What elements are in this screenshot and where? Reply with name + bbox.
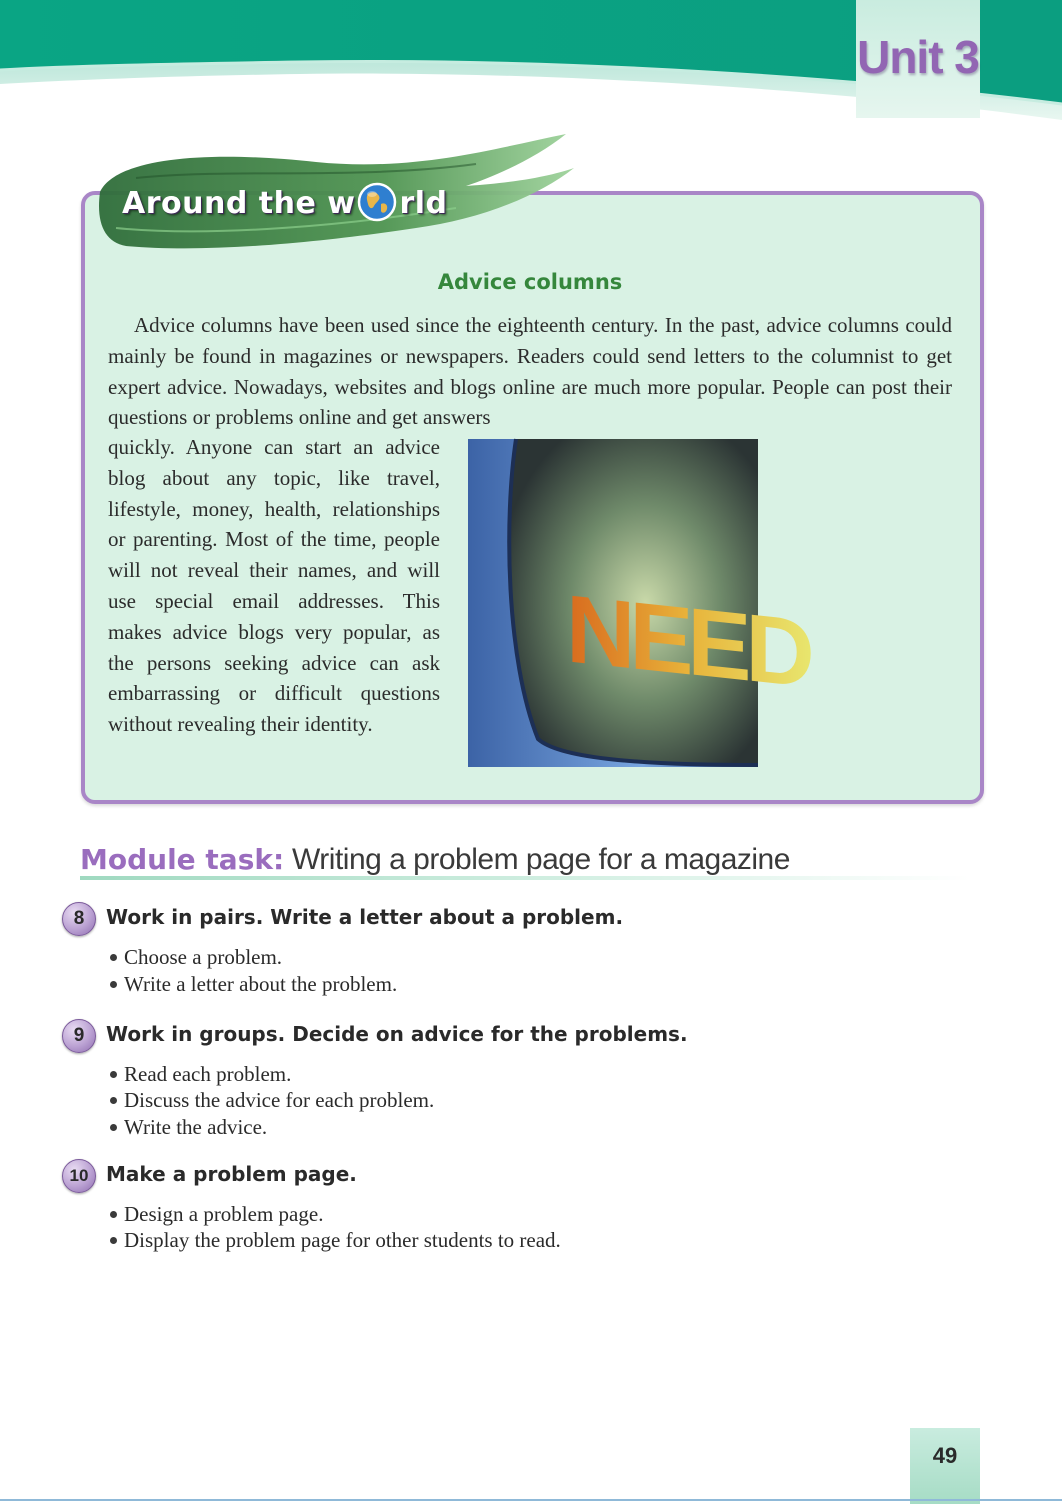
article-paragraph-top: Advice columns have been used since the eighteenth century. In the past, advice columns could mainly be found in magazines or newspapers. Readers could send letters to the columnist to get expert advice. Nowadays, websites and blogs online are much more popular. People can post their questions or problems online and get answers [108,313,952,430]
task-number-badge: 8 [62,902,96,936]
task-bullet [108,1228,561,1253]
task-title: Make a problem page. [106,1162,357,1186]
task-bullet [108,945,282,970]
task-bullet-text: Discuss the advice for each problem. [124,1088,435,1112]
task-number-badge: 9 [62,1019,96,1053]
task-bullet [108,1088,434,1113]
task-bullet [108,1062,291,1087]
bullet-dot-icon [110,1211,117,1218]
need-sign-photo [468,439,809,767]
task-title: Work in groups. Decide on advice for the problems. [106,1022,688,1046]
bullet-dot-icon [110,954,117,961]
bullet-dot-icon [110,1237,117,1244]
module-task-title: Writing a problem page for a magazine [292,843,790,876]
bullet-dot-icon [110,1124,117,1131]
article-paragraph-left: quickly. Anyone can start an advice blog about any topic, like travel, lifestyle, money, health, relationships or parenting. Most of the time, people will not reveal their names, and will use special email addresses. This makes advice blogs very popular, as the persons seeking advice can ask embarrassing or difficult questions without revealing their identity. [108,435,440,737]
around-the-world-title-part1: Around the w [122,186,356,221]
task-bullet-text: Write a letter about the problem. [124,972,398,996]
task-bullet [108,972,397,997]
task-bullet-text: Choose a problem. [124,945,283,969]
around-the-world-title-part2: rld [399,186,448,221]
photo-need-text: NEED [566,575,809,708]
article-title: Advice columns [437,270,623,294]
module-task-underline [80,876,970,880]
bullet-dot-icon [110,981,117,988]
unit-label: Unit 3 [857,31,979,83]
bullet-dot-icon [110,1071,117,1078]
task-number-badge: 10 [62,1159,96,1193]
module-task-label: Module task: [80,843,285,876]
task-bullet [108,1115,267,1140]
around-the-world-title [122,186,448,222]
task-bullet-text: Design a problem page. [124,1202,324,1226]
globe-icon [357,182,397,222]
task-bullet-text: Read each problem. [124,1062,292,1086]
task-title: Work in pairs. Write a letter about a problem. [106,905,624,929]
task-bullet-text: Write the advice. [124,1115,268,1139]
bullet-dot-icon [110,1097,117,1104]
page-number: 49 [932,1443,958,1468]
task-bullet-text: Display the problem page for other students to read. [124,1228,561,1252]
module-task-heading [80,843,790,877]
task-bullet [108,1202,323,1227]
bottom-rule [0,1499,1062,1501]
